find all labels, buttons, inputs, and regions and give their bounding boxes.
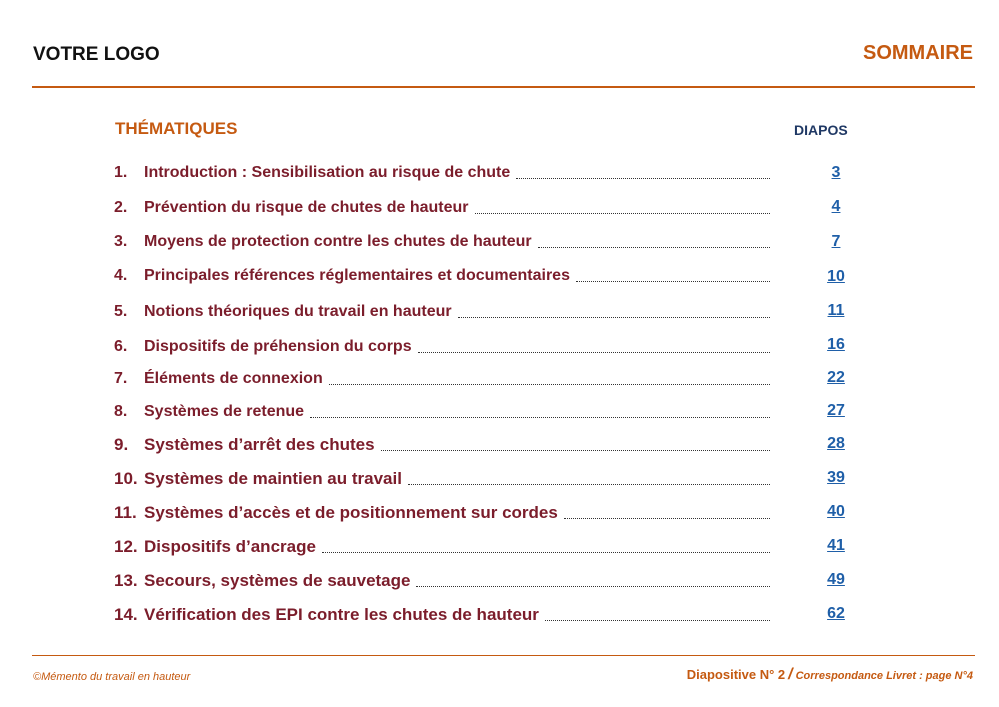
toc-label: Introduction : Sensibilisation au risque de chute <box>144 164 511 181</box>
toc-number: 4. <box>114 267 128 284</box>
toc-row <box>114 192 774 218</box>
toc-page-link[interactable]: 16 <box>827 336 845 353</box>
toc-label: Éléments de connexion <box>144 370 323 387</box>
toc-page-link[interactable]: 62 <box>827 605 845 622</box>
dot-leader <box>381 446 770 451</box>
toc-number: 6. <box>114 338 128 355</box>
themes-column-header: THÉMATIQUES <box>115 119 238 138</box>
toc-page-link[interactable]: 41 <box>827 537 845 554</box>
toc-number: 2. <box>114 199 128 216</box>
toc-page-link[interactable]: 22 <box>827 369 845 386</box>
toc-number: 13. <box>114 571 138 590</box>
toc-label: Vérification des EPI contre les chutes de hauteur <box>144 605 539 624</box>
toc-label: Dispositifs d’ancrage <box>144 537 316 556</box>
logo-placeholder: VOTRE LOGO <box>33 44 160 65</box>
toc-page-link[interactable]: 11 <box>827 302 845 319</box>
footer-separator: / <box>788 666 793 683</box>
footer-divider <box>32 655 975 656</box>
toc-page-link[interactable]: 27 <box>827 402 845 419</box>
toc-page-link[interactable]: 40 <box>827 503 845 520</box>
toc-row <box>114 429 774 455</box>
toc-row <box>114 331 774 357</box>
dot-leader <box>310 413 770 418</box>
dot-leader <box>516 174 770 179</box>
toc-number: 8. <box>114 403 128 420</box>
toc-number: 9. <box>114 435 129 454</box>
dot-leader <box>545 616 770 621</box>
dot-leader <box>329 380 770 385</box>
toc-row <box>114 463 774 489</box>
toc-page-link[interactable]: 28 <box>827 435 845 452</box>
slide-number: Diapositive N° 2 <box>686 667 786 682</box>
dot-leader <box>475 209 770 214</box>
toc-row <box>114 260 774 286</box>
toc-label: Moyens de protection contre les chutes de hauteur <box>144 233 532 250</box>
toc-label: Dispositifs de préhension du corps <box>144 338 412 355</box>
page-title: SOMMAIRE <box>863 42 973 64</box>
toc-row <box>114 296 774 322</box>
dot-leader <box>564 514 770 519</box>
toc-page-link[interactable]: 7 <box>831 233 841 250</box>
booklet-correspondence: Correspondance Livret : page N°4 <box>795 670 973 682</box>
toc-page-link[interactable]: 39 <box>827 469 845 486</box>
dot-leader <box>322 548 770 553</box>
dot-leader <box>458 313 770 318</box>
dot-leader <box>408 480 770 485</box>
toc-number: 7. <box>114 370 128 387</box>
toc-number: 12. <box>114 537 138 556</box>
toc-label: Principales références réglementaires et documentaires <box>144 267 570 284</box>
toc-number: 1. <box>114 164 128 181</box>
dot-leader <box>418 348 770 353</box>
dot-leader <box>538 243 770 248</box>
slide-info <box>687 666 973 684</box>
toc-row <box>114 565 774 591</box>
toc-row <box>114 226 774 252</box>
toc-page-link[interactable]: 10 <box>827 268 845 285</box>
toc-row <box>114 396 774 422</box>
toc-row <box>114 157 774 183</box>
toc-label: Secours, systèmes de sauvetage <box>144 571 411 590</box>
toc-label: Systèmes de retenue <box>144 403 305 420</box>
toc-label: Systèmes d’arrêt des chutes <box>144 435 375 454</box>
toc-number: 10. <box>114 469 138 488</box>
toc-row <box>114 497 774 523</box>
toc-page-link[interactable]: 3 <box>831 164 841 181</box>
copyright-text: ©Mémento du travail en hauteur <box>33 671 191 683</box>
toc-label: Systèmes de maintien au travail <box>144 469 402 488</box>
toc-row <box>114 363 774 389</box>
toc-row <box>114 531 774 557</box>
toc-number: 3. <box>114 233 128 250</box>
toc-label: Notions théoriques du travail en hauteur <box>144 303 452 320</box>
toc-label: Prévention du risque de chutes de hauteur <box>144 199 469 216</box>
toc-page-link[interactable]: 49 <box>827 571 845 588</box>
toc-number: 5. <box>114 303 128 320</box>
diapos-column-header: DIAPOS <box>794 122 848 138</box>
toc-label: Systèmes d’accès et de positionnement sur cordes <box>144 503 558 522</box>
toc-row <box>114 599 774 625</box>
toc-number: 11. <box>114 503 137 522</box>
dot-leader <box>576 277 770 282</box>
toc-page-link[interactable]: 4 <box>831 198 841 215</box>
toc-number: 14. <box>114 605 138 624</box>
dot-leader <box>416 582 770 587</box>
